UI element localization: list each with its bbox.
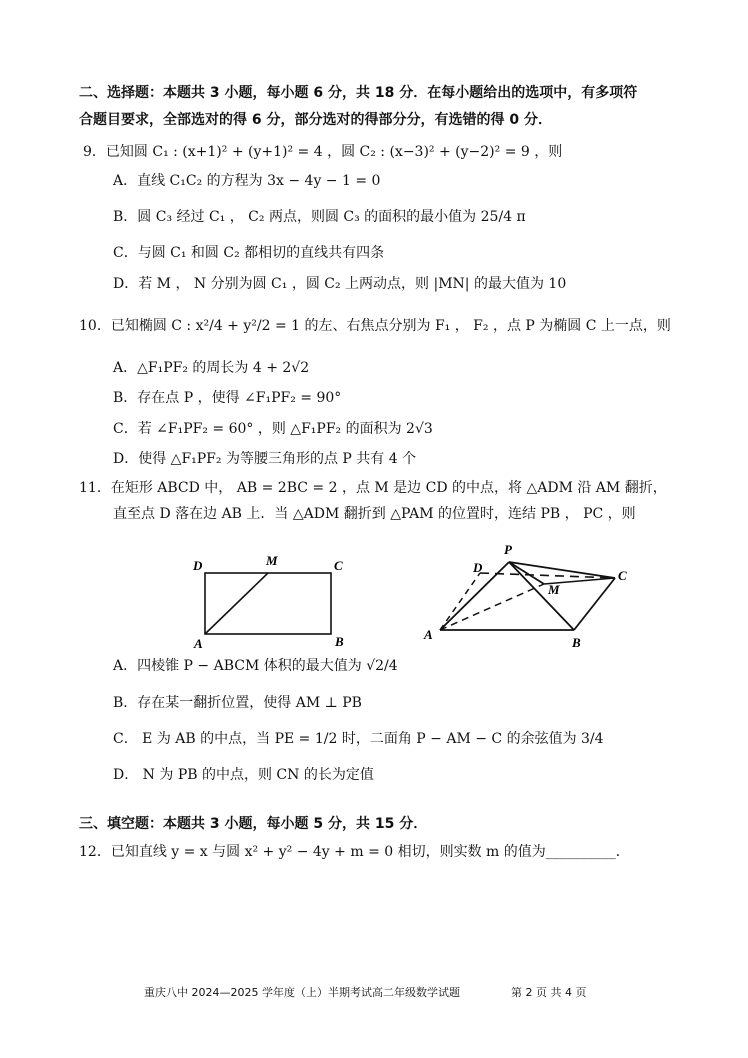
q9-option-b: B．圆 C₃ 经过 C₁ ， C₂ 两点，则圆 C₃ 的面积的最小值为 25/4 π <box>113 209 526 225</box>
edge-bc <box>574 578 615 630</box>
label-d-fig1: D <box>193 558 203 573</box>
footer-title: 重庆八中 2024—2025 学年度（上）半期考试高二年级数学试题 <box>144 986 460 999</box>
q11-option-d: D． N 为 PB 的中点，则 CN 的长为定值 <box>113 767 374 783</box>
footer-page-number: 第 2 页 共 4 页 <box>511 986 587 999</box>
section3-heading: 三、填空题：本题共 3 小题，每小题 5 分，共 15 分． <box>79 816 428 832</box>
label-m-fig1: M <box>266 553 278 568</box>
q11-option-b: B．存在某一翻折位置，使得 AM ⊥ PB <box>113 695 362 711</box>
q11-stem-line1: 11．在矩形 ABCD 中， AB = 2BC = 2 ，点 M 是边 CD 的中点，将 △ADM 沿 AM 翻折， <box>79 480 667 496</box>
label-b-fig2: B <box>572 635 581 650</box>
section2-heading-line2: 合题目要求，全部选对的得 6 分，部分选对的得部分分，有选错的得 0 分． <box>79 112 552 128</box>
q12-stem: 12．已知直线 y = x 与圆 x² + y² − 4y + m = 0 相切，则实数 m 的值为__________． <box>79 844 630 860</box>
rectangle-abcd <box>205 573 331 634</box>
q10-option-a: A．△F₁PF₂ 的周长为 4 + 2√2 <box>113 360 310 376</box>
q9-option-a: A．直线 C₁C₂ 的方程为 3x − 4y − 1 = 0 <box>113 173 381 189</box>
q11-figure-rectangle <box>180 548 360 652</box>
segment-am <box>205 573 268 634</box>
q11-figure-folded <box>418 538 643 656</box>
q10-option-d: D．使得 △F₁PF₂ 为等腰三角形的点 P 共有 4 个 <box>113 451 417 467</box>
label-a-fig1: A <box>194 636 203 651</box>
label-b-fig1: B <box>335 634 344 649</box>
label-a-fig2: A <box>424 627 433 642</box>
q11-option-c: C． E 为 AB 的中点，当 PE = 1/2 时，二面角 P − AM − C 的余弦值为 3/4 <box>113 731 604 747</box>
q11-stem-line2: 直至点 D 落在边 AB 上．当 △ADM 翻折到 △PAM 的位置时，连结 PB ， PC ，则 <box>113 506 636 522</box>
label-m-fig2: M <box>548 582 560 597</box>
label-c-fig2: C <box>618 568 627 583</box>
label-c-fig1: C <box>334 558 343 573</box>
q9-option-d: D．若 M ， N 分别为圆 C₁ ，圆 C₂ 上两动点，则 |MN| 的最大值为 10 <box>113 276 567 292</box>
label-d-fig2: D <box>473 560 483 575</box>
q11-option-a: A．四棱锥 P − ABCM 体积的最大值为 √2/4 <box>113 658 398 674</box>
q9-option-c: C．与圆 C₁ 和圆 C₂ 都相切的直线共有四条 <box>113 245 385 261</box>
q10-stem: 10．已知椭圆 C : x²/4 + y²/2 = 1 的左、右焦点分别为 F₁ ， F₂ ，点 P 为椭圆 C 上一点，则 <box>79 318 671 334</box>
edge-ad <box>440 573 480 630</box>
q9-stem: 9．已知圆 C₁ : (x+1)² + (y+1)² = 4 ，圆 C₂ : (x−3)² + (y−2)² = 9 ，则 <box>83 144 563 160</box>
q10-option-b: B．存在点 P ，使得 ∠F₁PF₂ = 90° <box>113 390 342 406</box>
q10-option-c: C．若 ∠F₁PF₂ = 60° ，则 △F₁PF₂ 的面积为 2√3 <box>113 421 433 437</box>
edge-pb <box>509 562 574 630</box>
label-p-fig2: P <box>504 542 512 557</box>
section2-heading-line1: 二、选择题：本题共 3 小题，每小题 6 分，共 18 分．在每小题给出的选项中，有多项符 <box>79 85 638 101</box>
